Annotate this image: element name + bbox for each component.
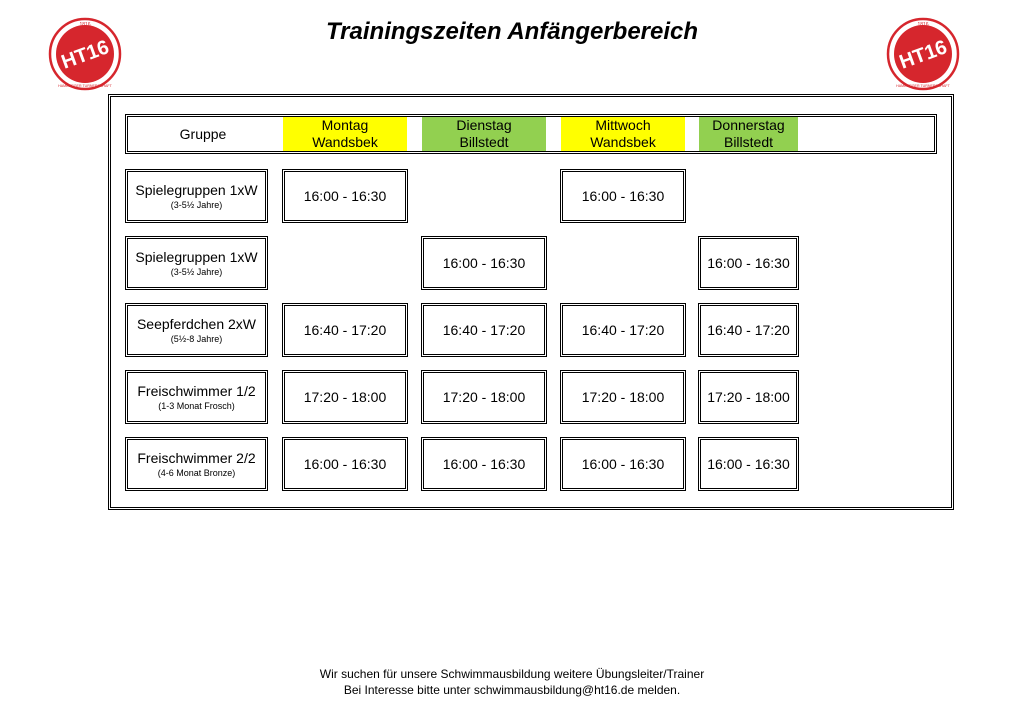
group-name: Spielegruppen 1xW	[135, 181, 258, 198]
day-location: Wandsbek	[590, 134, 656, 150]
group-name: Freischwimmer 2/2	[137, 449, 256, 466]
time-slot: 17:20 - 18:00	[698, 370, 799, 424]
time-slot: 16:00 - 16:30	[421, 236, 547, 290]
schedule-header	[125, 114, 937, 154]
day-header-1	[422, 117, 546, 151]
svg-text:HT16: HT16	[58, 36, 113, 74]
day-name: Donnerstag	[712, 117, 785, 133]
svg-text:1816: 1816	[917, 22, 929, 28]
group-column-header: Gruppe	[179, 126, 227, 142]
group-age: (3-5½ Jahre)	[170, 266, 223, 277]
time-slot: 16:40 - 17:20	[698, 303, 799, 357]
time-slot: 16:00 - 16:30	[698, 437, 799, 491]
time-slot: 16:00 - 16:30	[698, 236, 799, 290]
day-header-3	[699, 117, 798, 151]
footer-note	[0, 666, 1024, 698]
page-title: Trainingszeiten Anfängerbereich	[325, 18, 699, 45]
group-age: (3-5½ Jahre)	[170, 199, 223, 210]
group-name: Seepferdchen 2xW	[136, 315, 257, 332]
svg-text:HT16: HT16	[896, 36, 951, 74]
svg-text:HAMBURGER TURNERSCHAFT: HAMBURGER TURNERSCHAFT	[896, 84, 950, 88]
footer-line-1: Wir suchen für unsere Schwimmausbildung weitere Übungsleiter/Trainer	[319, 667, 705, 681]
day-name: Dienstag	[456, 117, 512, 133]
day-name: Mittwoch	[595, 117, 651, 133]
time-slot: 16:40 - 17:20	[560, 303, 686, 357]
time-slot: 16:40 - 17:20	[282, 303, 408, 357]
group-age: (5½-8 Jahre)	[170, 333, 223, 344]
time-slot: 16:00 - 16:30	[421, 437, 547, 491]
day-location: Wandsbek	[312, 134, 378, 150]
day-name: Montag	[321, 117, 369, 133]
svg-text:HAMBURGER TURNERSCHAFT: HAMBURGER TURNERSCHAFT	[58, 84, 112, 88]
day-header-2	[561, 117, 685, 151]
time-slot: 17:20 - 18:00	[421, 370, 547, 424]
group-cell	[125, 303, 268, 357]
group-age: (1-3 Monat Frosch)	[158, 400, 235, 411]
day-header-0	[283, 117, 407, 151]
time-slot: 16:00 - 16:30	[282, 437, 408, 491]
time-slot: 16:00 - 16:30	[282, 169, 408, 223]
time-slot: 17:20 - 18:00	[560, 370, 686, 424]
group-cell	[125, 370, 268, 424]
time-slot: 17:20 - 18:00	[282, 370, 408, 424]
group-cell	[125, 236, 268, 290]
time-slot: 16:00 - 16:30	[560, 169, 686, 223]
group-cell	[125, 437, 268, 491]
group-cell	[125, 169, 268, 223]
day-location: Billstedt	[723, 134, 774, 150]
group-name: Freischwimmer 1/2	[137, 382, 256, 399]
day-location: Billstedt	[459, 134, 509, 150]
group-age: (4-6 Monat Bronze)	[157, 467, 236, 478]
time-slot: 16:00 - 16:30	[560, 437, 686, 491]
time-slot: 16:40 - 17:20	[421, 303, 547, 357]
footer-line-2: Bei Interesse bitte unter schwimmausbildung@ht16.de melden.	[343, 683, 681, 697]
group-name: Spielegruppen 1xW	[135, 248, 258, 265]
svg-text:1816: 1816	[79, 22, 91, 28]
